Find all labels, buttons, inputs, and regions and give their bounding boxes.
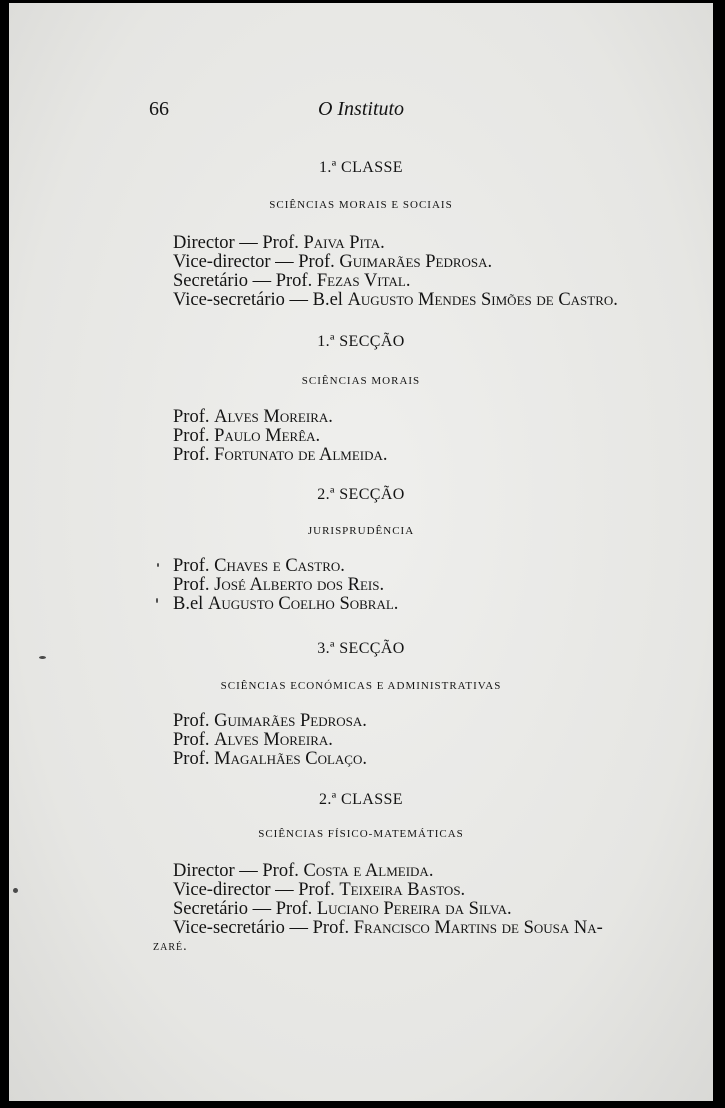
scan-speck [156,598,158,603]
member-line [173,427,388,446]
officer-line [173,919,603,938]
section-3-subheading: SCIÊNCIAS ECONÓMICAS E ADMINISTRATIVAS [220,680,502,692]
scan-speck [157,563,159,567]
member-role: Prof. [173,711,210,731]
officer-role: Director — Prof. [173,233,299,253]
class-1-subheading: SCIÊNCIAS MORAIS E SOCIAIS [269,199,453,211]
officer-name: Augusto Mendes Simões de Castro. [347,290,618,310]
member-name: Paulo Merêa. [214,426,321,446]
class-2-officers [173,862,603,938]
officer-name: Teixeira Bastos. [339,880,466,900]
member-line [173,576,398,595]
book-page [9,3,713,1101]
officer-name: Costa e Almeida. [303,861,434,881]
scan-speck [13,888,18,893]
section-2-members [173,557,398,614]
officer-name: Luciano Pereira da Silva. [316,899,512,919]
section-1-subheading: SCIÊNCIAS MORAIS [301,375,421,387]
scan-speck [39,656,46,659]
member-role: Prof. [173,730,210,750]
member-line [173,408,388,427]
member-name: Guimarães Pedrosa. [214,711,367,731]
officer-line [173,862,603,881]
section-2-heading: 2.ª SECÇÃO [317,486,405,503]
officer-line [173,881,603,900]
member-role: Prof. [173,445,210,465]
officer-name: Fezas Vital. [316,271,411,291]
officer-name: Paiva Pita. [303,233,385,253]
officer-line [173,900,603,919]
member-name: Magalhães Colaço. [214,749,367,769]
member-role: Prof. [173,749,210,769]
member-line [173,595,398,614]
officer-role: Director — Prof. [173,861,299,881]
member-line [173,750,367,769]
member-line [173,731,367,750]
officer-role: Vice-secretário — Prof. [173,918,350,938]
member-line [173,557,398,576]
officer-name: Francisco Martins de Sousa Na- [353,918,603,938]
member-role: Prof. [173,556,210,576]
officer-line [173,291,618,310]
member-role: Prof. [173,407,210,427]
member-name: Fortunato de Almeida. [214,445,388,465]
officer-role: Vice-director — Prof. [173,252,335,272]
section-1-members [173,408,388,465]
class-1-officers [173,234,618,310]
class-2-heading: 2.ª CLASSE [319,791,403,808]
member-name: Alves Moreira. [214,407,333,427]
page-number: 66 [149,98,169,120]
section-1-heading: 1.ª SECÇÃO [317,333,405,350]
page-header [9,98,713,122]
member-role: Prof. [173,575,210,595]
class-2-subheading: SCIÊNCIAS FÍSICO-MATEMÁTICAS [258,828,464,840]
officer-line [173,272,618,291]
officer-role: Vice-secretário — B.el [173,290,343,310]
member-name: Augusto Coelho Sobral. [207,594,399,614]
member-name: Alves Moreira. [214,730,333,750]
section-2-subheading: JURISPRUDÊNCIA [307,525,415,537]
officer-role: Secretário — Prof. [173,271,313,291]
officer-line [173,253,618,272]
section-3-heading: 3.ª SECÇÃO [317,640,405,657]
running-title: O Instituto [317,98,405,120]
officer-line [173,234,618,253]
member-name: José Alberto dos Reis. [214,575,385,595]
member-role: B.el [173,594,204,614]
class-1-heading: 1.ª CLASSE [319,159,403,176]
officer-role: Secretário — Prof. [173,899,313,919]
section-3-members [173,712,367,769]
officer-name-continuation: zaré. [153,939,188,954]
member-line [173,446,388,465]
member-role: Prof. [173,426,210,446]
officer-role: Vice-director — Prof. [173,880,335,900]
member-line [173,712,367,731]
officer-name: Guimarães Pedrosa. [339,252,493,272]
member-name: Chaves e Castro. [214,556,345,576]
